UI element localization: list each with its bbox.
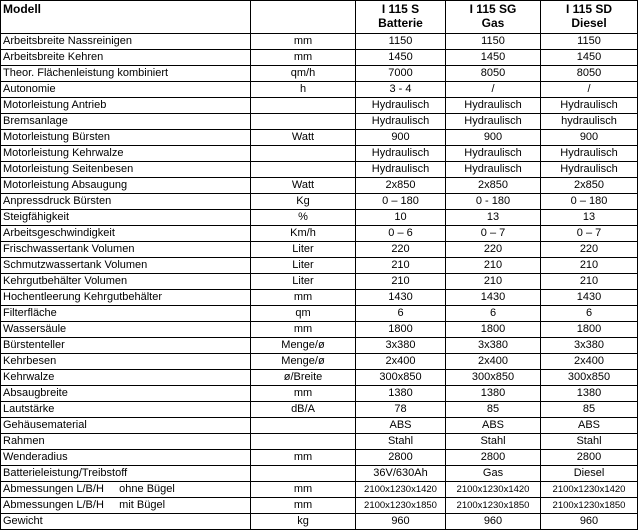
spec-value: / xyxy=(541,82,638,98)
spec-value: Hydraulisch xyxy=(541,98,638,114)
spec-value: Hydraulisch xyxy=(446,114,541,130)
spec-value: Hydraulisch xyxy=(541,162,638,178)
spec-unit xyxy=(251,418,356,434)
spec-label: Anpressdruck Bürsten xyxy=(1,194,251,210)
table-row xyxy=(1,50,638,66)
spec-unit: h xyxy=(251,82,356,98)
spec-value: 1450 xyxy=(356,50,446,66)
spec-unit: mm xyxy=(251,290,356,306)
spec-label: Wenderadius xyxy=(1,450,251,466)
spec-value: 210 xyxy=(541,258,638,274)
table-row xyxy=(1,130,638,146)
spec-value: 1380 xyxy=(356,386,446,402)
spec-label: Motorleistung Antrieb xyxy=(1,98,251,114)
spec-label: Motorleistung Bürsten xyxy=(1,130,251,146)
spec-value: 6 xyxy=(446,306,541,322)
spec-value: 900 xyxy=(541,130,638,146)
spec-value: 85 xyxy=(446,402,541,418)
spec-value: ABS xyxy=(446,418,541,434)
table-row xyxy=(1,178,638,194)
spec-value: 2100x1230x1420 xyxy=(356,482,446,498)
spec-value: 1150 xyxy=(356,34,446,50)
spec-value: 1450 xyxy=(541,50,638,66)
spec-label: Bremsanlage xyxy=(1,114,251,130)
spec-unit: Liter xyxy=(251,258,356,274)
spec-value: 13 xyxy=(446,210,541,226)
spec-value: Hydraulisch xyxy=(446,162,541,178)
unit-header xyxy=(251,1,356,34)
spec-value: 3x380 xyxy=(541,338,638,354)
spec-value: 2800 xyxy=(356,450,446,466)
spec-value: 2x850 xyxy=(446,178,541,194)
table-row xyxy=(1,466,638,482)
table-row xyxy=(1,418,638,434)
spec-value: 2100x1230x1850 xyxy=(356,498,446,514)
table-row xyxy=(1,290,638,306)
spec-value: 1450 xyxy=(446,50,541,66)
spec-value: Diesel xyxy=(541,466,638,482)
spec-value: 0 – 180 xyxy=(356,194,446,210)
spec-unit: ø/Breite xyxy=(251,370,356,386)
model-name: I 115 S xyxy=(381,2,420,16)
table-row xyxy=(1,146,638,162)
spec-value: Stahl xyxy=(356,434,446,450)
spec-unit: mm xyxy=(251,386,356,402)
spec-value: Stahl xyxy=(541,434,638,450)
spec-value: Gas xyxy=(446,466,541,482)
spec-value: 2x400 xyxy=(446,354,541,370)
table-row xyxy=(1,210,638,226)
spec-label: Kehrbesen xyxy=(1,354,251,370)
spec-unit: Menge/ø xyxy=(251,338,356,354)
spec-unit: Liter xyxy=(251,242,356,258)
spec-value: 0 – 6 xyxy=(356,226,446,242)
spec-value: Stahl xyxy=(446,434,541,450)
spec-value: ABS xyxy=(541,418,638,434)
table-row xyxy=(1,114,638,130)
model-header-3 xyxy=(541,1,638,34)
spec-label: Wassersäule xyxy=(1,322,251,338)
spec-value: 300x850 xyxy=(356,370,446,386)
spec-value: 3x380 xyxy=(446,338,541,354)
spec-label: Theor. Flächenleistung kombiniert xyxy=(1,66,251,82)
spec-value: 3 - 4 xyxy=(356,82,446,98)
spec-value: 36V/630Ah xyxy=(356,466,446,482)
spec-value: hydraulisch xyxy=(541,114,638,130)
spec-label: Gehäusematerial xyxy=(1,418,251,434)
spec-unit: qm/h xyxy=(251,66,356,82)
spec-value: 210 xyxy=(446,274,541,290)
spec-label: Steigfähigkeit xyxy=(1,210,251,226)
spec-value: 85 xyxy=(541,402,638,418)
spec-value: Hydraulisch xyxy=(446,98,541,114)
table-row xyxy=(1,242,638,258)
model-header-2 xyxy=(446,1,541,34)
spec-value: 1380 xyxy=(541,386,638,402)
table-row xyxy=(1,450,638,466)
spec-label: Arbeitsbreite Nassreinigen xyxy=(1,34,251,50)
spec-value: 210 xyxy=(356,258,446,274)
spec-value: 3x380 xyxy=(356,338,446,354)
spec-value: 8050 xyxy=(446,66,541,82)
model-variant: Diesel xyxy=(571,16,607,30)
spec-label: Arbeitsbreite Kehren xyxy=(1,50,251,66)
model-variant: Batterie xyxy=(378,16,423,30)
table-row xyxy=(1,98,638,114)
spec-value: 1800 xyxy=(356,322,446,338)
spec-value: Hydraulisch xyxy=(356,162,446,178)
spec-value: 960 xyxy=(356,514,446,530)
spec-value: / xyxy=(446,82,541,98)
spec-unit: mm xyxy=(251,498,356,514)
spec-value: 220 xyxy=(446,242,541,258)
spec-unit: % xyxy=(251,210,356,226)
spec-label: Hochentleerung Kehrgutbehälter xyxy=(1,290,251,306)
table-row xyxy=(1,82,638,98)
spec-unit: Liter xyxy=(251,274,356,290)
table-row xyxy=(1,498,638,514)
spec-value: 0 – 180 xyxy=(541,194,638,210)
table-row xyxy=(1,34,638,50)
table-row xyxy=(1,306,638,322)
spec-unit: mm xyxy=(251,322,356,338)
table-row xyxy=(1,386,638,402)
spec-unit: mm xyxy=(251,482,356,498)
spec-unit: mm xyxy=(251,450,356,466)
table-row xyxy=(1,434,638,450)
spec-unit xyxy=(251,114,356,130)
spec-value: 210 xyxy=(446,258,541,274)
spec-unit: Watt xyxy=(251,178,356,194)
table-row xyxy=(1,194,638,210)
spec-value: 1150 xyxy=(541,34,638,50)
spec-label: Motorleistung Absaugung xyxy=(1,178,251,194)
spec-value: 220 xyxy=(356,242,446,258)
spec-value: 1800 xyxy=(446,322,541,338)
spec-unit xyxy=(251,162,356,178)
spec-unit xyxy=(251,466,356,482)
spec-value: 900 xyxy=(356,130,446,146)
table-row xyxy=(1,402,638,418)
spec-value: 1430 xyxy=(446,290,541,306)
spec-value: 0 – 7 xyxy=(446,226,541,242)
model-header-label: Modell xyxy=(1,1,251,34)
spec-unit: Km/h xyxy=(251,226,356,242)
spec-value: 210 xyxy=(356,274,446,290)
spec-value: 6 xyxy=(356,306,446,322)
model-header-1 xyxy=(356,1,446,34)
spec-unit: qm xyxy=(251,306,356,322)
spec-label: Gewicht xyxy=(1,514,251,530)
spec-label: Kehrwalze xyxy=(1,370,251,386)
spec-value: 2100x1230x1850 xyxy=(446,498,541,514)
spec-value: Hydraulisch xyxy=(356,98,446,114)
spec-label: Kehrgutbehälter Volumen xyxy=(1,274,251,290)
spec-unit: Kg xyxy=(251,194,356,210)
spec-label: Frischwassertank Volumen xyxy=(1,242,251,258)
spec-unit: mm xyxy=(251,50,356,66)
spec-value: 900 xyxy=(446,130,541,146)
spec-label: Motorleistung Seitenbesen xyxy=(1,162,251,178)
spec-label: Autonomie xyxy=(1,82,251,98)
spec-value: 6 xyxy=(541,306,638,322)
table-row xyxy=(1,274,638,290)
spec-value: 1430 xyxy=(356,290,446,306)
spec-value: 2100x1230x1420 xyxy=(446,482,541,498)
spec-value: Hydraulisch xyxy=(446,146,541,162)
spec-value: 2x850 xyxy=(541,178,638,194)
spec-label: Absaugbreite xyxy=(1,386,251,402)
spec-unit: dB/A xyxy=(251,402,356,418)
spec-value: 2x850 xyxy=(356,178,446,194)
spec-label: Bürstenteller xyxy=(1,338,251,354)
spec-value: 300x850 xyxy=(446,370,541,386)
spec-label: Schmutzwassertank Volumen xyxy=(1,258,251,274)
spec-unit xyxy=(251,146,356,162)
spec-value: Hydraulisch xyxy=(541,146,638,162)
spec-value: 1800 xyxy=(541,322,638,338)
table-row xyxy=(1,226,638,242)
spec-value: 1150 xyxy=(446,34,541,50)
spec-value: Hydraulisch xyxy=(356,114,446,130)
header-row xyxy=(1,1,638,34)
spec-label: Abmessungen L/B/H mit Bügel xyxy=(1,498,251,514)
spec-value: 210 xyxy=(541,274,638,290)
spec-value: 1430 xyxy=(541,290,638,306)
spec-value: 220 xyxy=(541,242,638,258)
spec-label: Lautstärke xyxy=(1,402,251,418)
table-row xyxy=(1,354,638,370)
spec-unit: Watt xyxy=(251,130,356,146)
spec-label: Motorleistung Kehrwalze xyxy=(1,146,251,162)
model-name: I 115 SD xyxy=(565,2,613,16)
spec-unit: Menge/ø xyxy=(251,354,356,370)
spec-label: Filterfläche xyxy=(1,306,251,322)
spec-value: 300x850 xyxy=(541,370,638,386)
spec-value: 2800 xyxy=(446,450,541,466)
spec-unit xyxy=(251,98,356,114)
spec-table-body xyxy=(1,34,638,530)
spec-value: 1380 xyxy=(446,386,541,402)
table-row xyxy=(1,514,638,530)
table-row xyxy=(1,162,638,178)
model-variant: Gas xyxy=(481,16,505,30)
spec-label: Arbeitsgeschwindigkeit xyxy=(1,226,251,242)
spec-value: 8050 xyxy=(541,66,638,82)
spec-value: ABS xyxy=(356,418,446,434)
spec-value: 2100x1230x1420 xyxy=(541,482,638,498)
spec-label: Abmessungen L/B/H ohne Bügel xyxy=(1,482,251,498)
spec-unit: mm xyxy=(251,34,356,50)
table-row xyxy=(1,258,638,274)
spec-value: 0 – 7 xyxy=(541,226,638,242)
spec-value: 7000 xyxy=(356,66,446,82)
spec-value: 13 xyxy=(541,210,638,226)
spec-value: 2100x1230x1850 xyxy=(541,498,638,514)
model-name: I 115 SG xyxy=(469,2,517,16)
spec-value: 2x400 xyxy=(541,354,638,370)
spec-label: Rahmen xyxy=(1,434,251,450)
spec-value: 960 xyxy=(446,514,541,530)
table-row xyxy=(1,322,638,338)
spec-unit xyxy=(251,434,356,450)
spec-value: 960 xyxy=(541,514,638,530)
spec-value: 10 xyxy=(356,210,446,226)
spec-value: 0 - 180 xyxy=(446,194,541,210)
spec-value: 2800 xyxy=(541,450,638,466)
spec-unit: kg xyxy=(251,514,356,530)
spec-value: Hydraulisch xyxy=(356,146,446,162)
spec-label: Batterieleistung/Treibstoff xyxy=(1,466,251,482)
table-row xyxy=(1,66,638,82)
table-row xyxy=(1,482,638,498)
spec-value: 78 xyxy=(356,402,446,418)
table-row xyxy=(1,338,638,354)
spec-value: 2x400 xyxy=(356,354,446,370)
table-row xyxy=(1,370,638,386)
